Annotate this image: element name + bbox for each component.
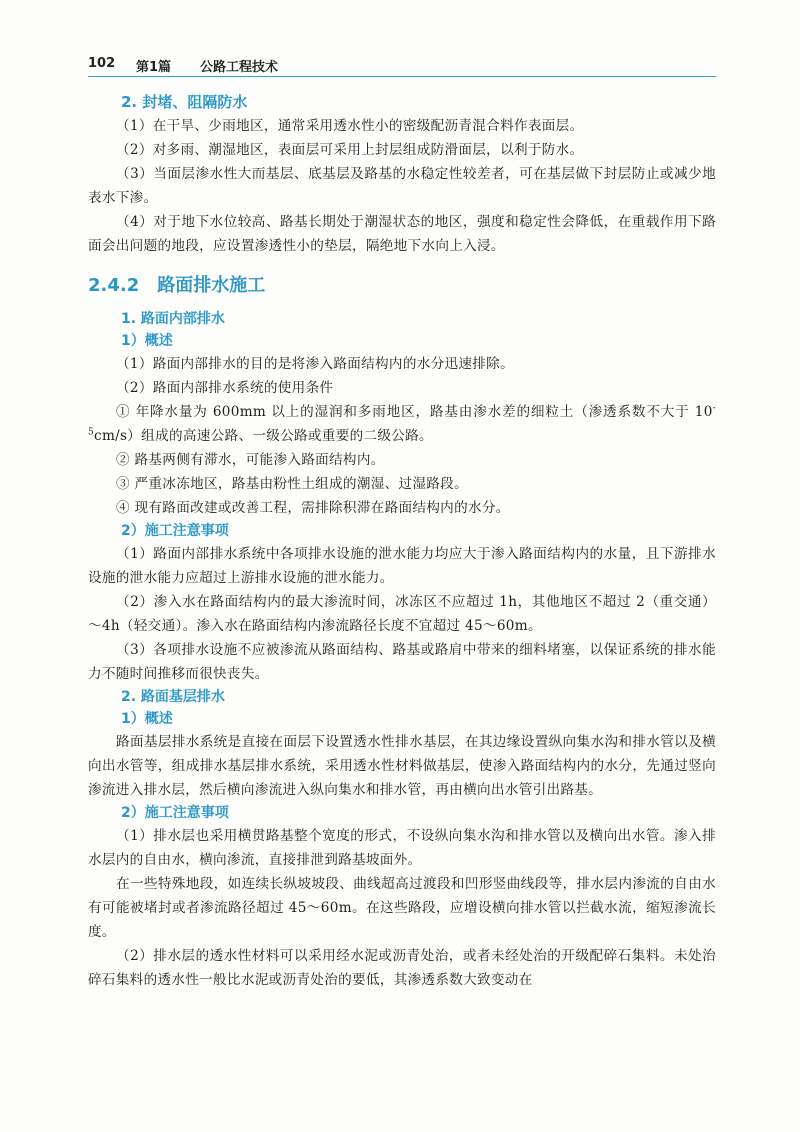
paragraph: （1）在干旱、少雨地区，通常采用透水性小的密级配沥青混合料作表面层。 <box>116 118 584 134</box>
heading-base-drainage: 2. 路面基层排水 <box>121 689 225 705</box>
paragraph: 路面基层排水系统是直接在面层下设置透水性排水基层，在其边缘设置纵向集水沟和排水管以及横向出水管等，组成排水基层排水系统，采用透水性材料做基层，使渗入路面结构内的水分，先通过竖向渗流进入排水层，然后横向渗流进入纵向集水和排水管，再由横向出水管引出路基。 <box>88 734 716 798</box>
heading-seal-waterproofing: 2. 封堵、阻隔防水 <box>121 93 248 111</box>
paragraph: ④ 现有路面改建或改善工程，需排除积滞在路面结构内的水分。 <box>116 500 510 516</box>
page-number: 102 <box>88 56 116 71</box>
section-title: 公路工程技术 <box>200 60 279 75</box>
paragraph: ② 路基两侧有滞水，可能渗入路面结构内。 <box>116 452 385 468</box>
paragraph: （2）渗入水在路面结构内的最大渗流时间，冰冻区不应超过 1h，其他地区不超过 2（重交通）～4h（轻交通）。渗入水在路面结构内渗流路径长度不宜超过 45～60m。 <box>88 594 716 634</box>
paragraph: （4）对于地下水位较高、路基长期处于潮湿状态的地区，强度和稳定性会降低，在重载作用下路面会出问题的地段，应设置渗透性小的垫层，隔绝地下水向上入浸。 <box>88 214 716 254</box>
heading-pavement-drainage: 2.4.2 路面排水施工 <box>88 275 266 296</box>
heading-overview: 1）概述 <box>121 333 173 349</box>
paragraph: （1）路面内部排水的目的是将渗入路面结构内的水分迅速排除。 <box>116 356 514 372</box>
page-header <box>88 52 716 77</box>
paragraph: （2）路面内部排水系统的使用条件 <box>116 380 334 396</box>
heading-construction-notes: 2）施工注意事项 <box>121 523 229 539</box>
paragraph: （1）路面内部排水系统中各项排水设施的泄水能力均应大于渗入路面结构内的水量，且下游排水设施的泄水能力应超过上游排水设施的泄水能力。 <box>88 546 716 586</box>
paragraph: （2）对多雨、潮湿地区，表面层可采用上封层组成防滑面层，以利于防水。 <box>116 142 584 158</box>
paragraph: （1）排水层也采用横贯路基整个宽度的形式，不设纵向集水沟和排水管以及横向出水管。渗入排水层内的自由水，横向渗流，直接排泄到路基坡面外。 <box>88 828 716 868</box>
heading-overview: 1）概述 <box>121 711 173 727</box>
page-body <box>88 90 716 992</box>
paragraph: 在一些特殊地段，如连续长纵坡坡段、曲线超高过渡段和凹形竖曲线段等，排水层内渗流的自由水有可能被堵封或者渗流路径超过 45～60m。在这些路段，应增设横向排水管以拦截水流，缩短渗流长度。 <box>88 876 716 940</box>
heading-construction-notes: 2）施工注意事项 <box>121 805 229 821</box>
text-part: ① 年降水量为 600mm 以上的湿润和多雨地区，路基由渗水差的细粒土（渗透系数不大于 10 <box>116 404 713 420</box>
exponent: -5 <box>88 403 716 438</box>
text-part: cm/s）组成的高速公路、一级公路或重要的二级公路。 <box>94 428 433 444</box>
paragraph-permeability <box>88 400 716 448</box>
paragraph: （2）排水层的透水性材料可以采用经水泥或沥青处治，或者未经处治的开级配碎石集料。未处治碎石集料的透水性一般比水泥或沥青处治的要低，其渗透系数大致变动在 <box>88 948 716 988</box>
chapter-label: 第1篇 <box>136 60 172 75</box>
heading-internal-drainage: 1. 路面内部排水 <box>121 311 225 327</box>
paragraph: ③ 严重冰冻地区，路基由粉性土组成的潮湿、过湿路段。 <box>116 476 468 492</box>
paragraph: （3）各项排水设施不应被渗流从路面结构、路基或路肩中带来的细料堵塞，以保证系统的排水能力不随时间推移而很快丧失。 <box>88 642 716 682</box>
paragraph: （3）当面层渗水性大而基层、底基层及路基的水稳定性较差者，可在基层做下封层防止或减少地表水下渗。 <box>88 166 716 206</box>
